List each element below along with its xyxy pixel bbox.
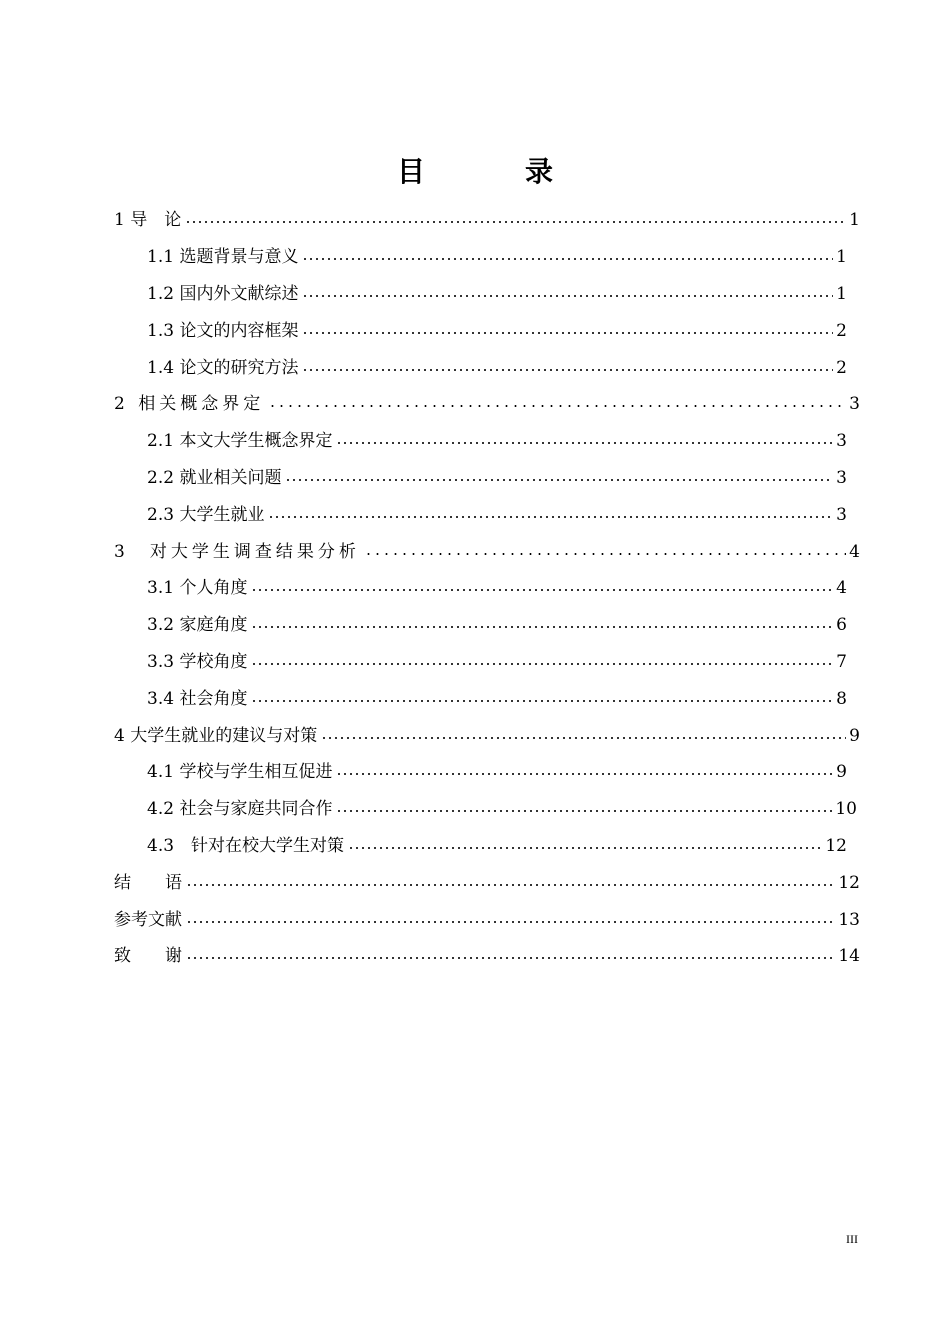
toc-entry-3-3[interactable] — [147, 644, 847, 681]
dot-leader — [251, 589, 833, 591]
toc-entry-acknowledgements[interactable] — [114, 938, 860, 975]
toc-entry-label: 4.2 社会与家庭共同合作 — [147, 799, 333, 820]
toc-entry-page: 13 — [838, 909, 860, 930]
toc-entry-label: 3.2 家庭角度 — [147, 615, 248, 636]
toc-entry-label: 2 相关概念界定 — [114, 394, 265, 415]
toc-entry-label: 1.3 论文的内容框架 — [147, 320, 299, 341]
toc-entry-3-1[interactable] — [147, 570, 847, 607]
toc-entry-label: 2.1 本文大学生概念界定 — [147, 431, 333, 452]
toc-entry-chapter-4[interactable] — [114, 717, 860, 754]
toc-entry-label: 2.2 就业相关问题 — [147, 467, 282, 488]
toc-entry-page: 10 — [835, 799, 857, 820]
toc-entry-label: 致 谢 — [114, 946, 182, 967]
dot-leader — [285, 479, 833, 481]
toc-entry-page: 12 — [838, 872, 860, 893]
toc-entry-page: 3 — [836, 467, 847, 488]
dot-leader — [302, 258, 833, 260]
toc-entry-label: 2.3 大学生就业 — [147, 504, 265, 525]
toc-entry-chapter-1[interactable] — [114, 202, 860, 239]
footer-page-number: III — [846, 1232, 858, 1246]
toc-entry-page: 3 — [836, 431, 847, 452]
toc-entry-page: 9 — [849, 725, 860, 746]
dot-leader — [186, 884, 835, 886]
toc-entry-conclusion[interactable] — [114, 864, 860, 901]
dot-leader — [268, 405, 846, 407]
page-title: 目 录 — [396, 155, 589, 188]
dot-leader — [336, 773, 833, 775]
dot-leader — [302, 332, 833, 334]
dot-leader — [302, 295, 833, 297]
toc-entry-page: 8 — [836, 688, 847, 709]
toc-entry-page: 4 — [849, 541, 860, 562]
toc-entry-label: 参考文献 — [114, 909, 182, 930]
toc-entry-label: 3.1 个人角度 — [147, 578, 248, 599]
toc-entry-page: 2 — [836, 320, 847, 341]
dot-leader — [186, 921, 835, 923]
toc-entry-4-3[interactable] — [147, 828, 847, 865]
toc-entry-label: 4 大学生就业的建议与对策 — [114, 725, 318, 746]
toc-entry-1-1[interactable] — [147, 239, 847, 276]
dot-leader — [336, 442, 833, 444]
toc-entry-label: 4.1 学校与学生相互促进 — [147, 762, 333, 783]
toc-entry-2-1[interactable] — [147, 423, 847, 460]
toc-entry-label: 3 对大学生调查结果分析 — [114, 541, 360, 562]
toc-entry-1-3[interactable] — [147, 312, 847, 349]
dot-leader — [348, 847, 822, 849]
toc-entry-label: 3.4 社会角度 — [147, 688, 248, 709]
toc-entry-3-4[interactable] — [147, 680, 847, 717]
dot-leader — [186, 957, 835, 959]
toc-entry-label: 结 语 — [114, 872, 182, 893]
toc-entry-page: 14 — [838, 946, 860, 967]
toc-entry-chapter-2[interactable] — [114, 386, 860, 423]
dot-leader — [364, 553, 846, 555]
dot-leader — [336, 810, 832, 812]
toc-entry-page: 1 — [836, 247, 847, 268]
toc-entry-4-2[interactable] — [147, 791, 857, 828]
toc-entry-page: 7 — [836, 651, 847, 672]
toc-entry-page: 4 — [836, 578, 847, 599]
toc-entry-4-1[interactable] — [147, 754, 847, 791]
toc-entry-chapter-3[interactable] — [114, 533, 860, 570]
dot-leader — [251, 626, 833, 628]
toc-entry-page: 3 — [849, 394, 860, 415]
toc-entry-label: 1.1 选题背景与意义 — [147, 247, 299, 268]
toc-entry-page: 12 — [825, 835, 847, 856]
toc-entry-label: 4.3 针对在校大学生对策 — [147, 835, 345, 856]
dot-leader — [251, 700, 833, 702]
toc-entry-page: 3 — [836, 504, 847, 525]
table-of-contents — [0, 202, 950, 975]
toc-entry-page: 6 — [836, 615, 847, 636]
toc-entry-2-2[interactable] — [147, 460, 847, 497]
dot-leader — [302, 369, 833, 371]
toc-entry-3-2[interactable] — [147, 607, 847, 644]
toc-entry-references[interactable] — [114, 901, 860, 938]
dot-leader — [321, 737, 846, 739]
toc-entry-2-3[interactable] — [147, 496, 847, 533]
dot-leader — [185, 221, 846, 223]
toc-entry-1-4[interactable] — [147, 349, 847, 386]
toc-entry-label: 1.4 论文的研究方法 — [147, 357, 299, 378]
dot-leader — [251, 663, 833, 665]
toc-entry-page: 9 — [836, 762, 847, 783]
toc-entry-page: 1 — [836, 283, 847, 304]
toc-entry-label: 1 导 论 — [114, 210, 182, 231]
toc-entry-page: 1 — [849, 210, 860, 231]
toc-entry-1-2[interactable] — [147, 276, 847, 313]
dot-leader — [268, 516, 833, 518]
toc-entry-label: 1.2 国内外文献综述 — [147, 283, 299, 304]
toc-entry-label: 3.3 学校角度 — [147, 651, 248, 672]
toc-entry-page: 2 — [836, 357, 847, 378]
